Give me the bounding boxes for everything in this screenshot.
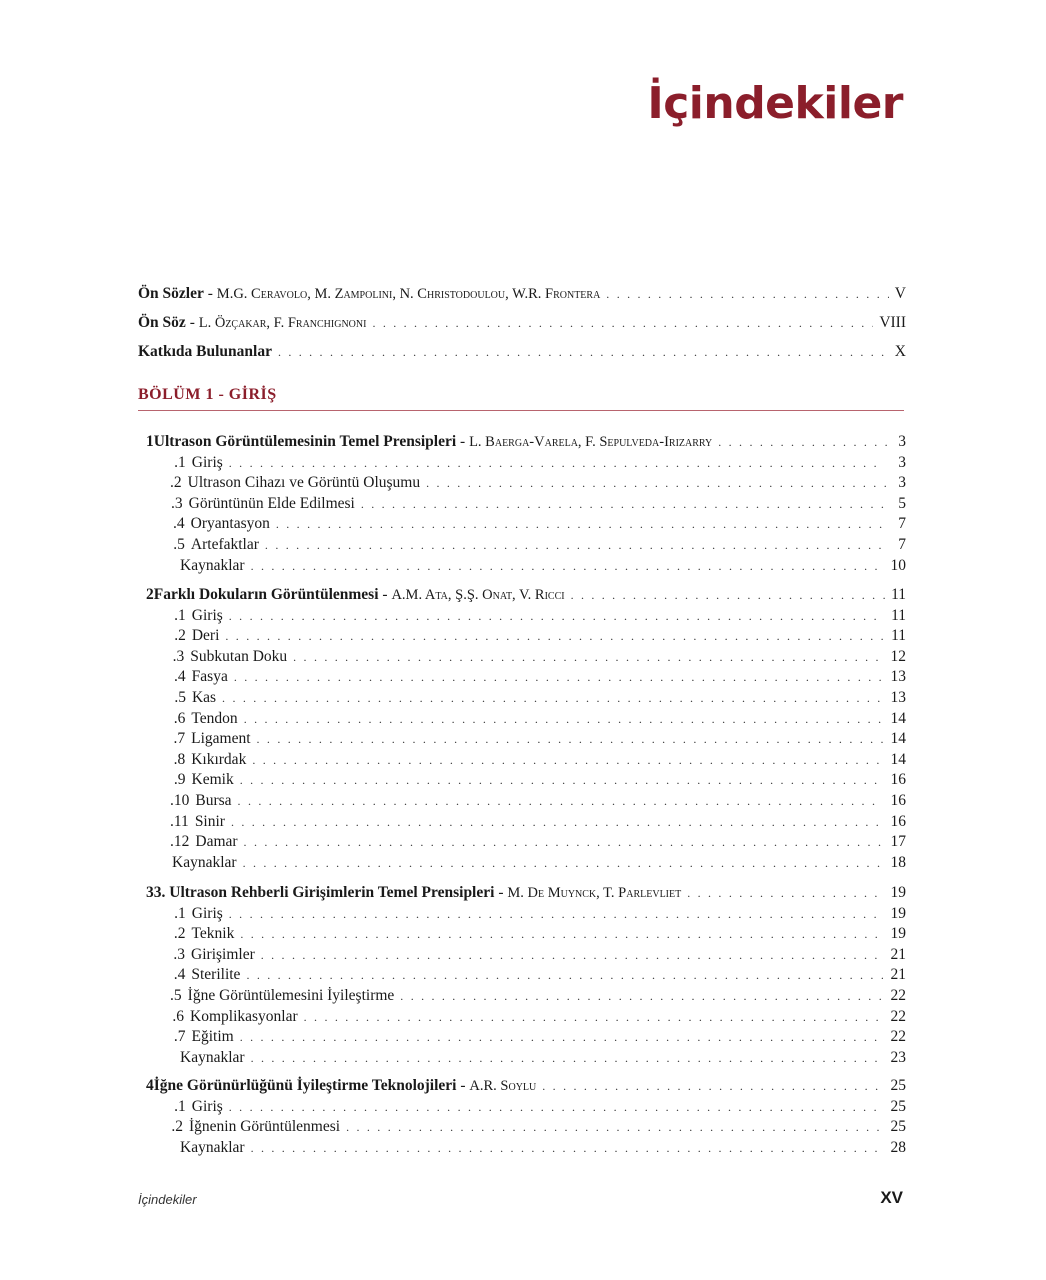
entry-page: 25	[890, 1118, 906, 1136]
toc-chapter-entry[interactable]	[146, 585, 906, 605]
subsection-number: .10	[170, 792, 190, 809]
dot-leader	[229, 606, 883, 626]
toc-subsection-entry[interactable]	[170, 667, 906, 687]
toc-front-entry[interactable]	[138, 313, 906, 333]
dot-leader	[229, 1097, 883, 1117]
subsection-label: Giriş	[191, 1097, 223, 1115]
section-divider	[138, 410, 904, 411]
entry-page: 25	[890, 1077, 906, 1094]
references-label: Kaynaklar	[172, 853, 237, 871]
chapter-number: 3	[146, 884, 154, 901]
subsection-number: .5	[170, 987, 182, 1004]
subsection-number: .1	[174, 904, 186, 922]
entry-label: Ön Sözler	[138, 285, 204, 302]
entry-page: 3	[898, 453, 906, 471]
entry-page: 5	[898, 494, 906, 512]
entry-page: 3	[898, 474, 906, 492]
subsection-label: Subkutan Doku	[190, 647, 288, 665]
toc-subsection-entry[interactable]	[170, 750, 906, 770]
subsection-number: .2	[170, 474, 182, 492]
subsection-number: .4	[173, 966, 186, 984]
toc-chapter-entry[interactable]	[146, 883, 906, 903]
entry-page: 13	[890, 668, 906, 686]
subsection-number: .6	[172, 1007, 185, 1025]
entry-page: 22	[890, 1007, 906, 1025]
dot-leader	[244, 709, 884, 729]
chapter-number: 2	[146, 586, 154, 603]
subsection-number: .3	[173, 945, 186, 963]
dot-leader	[426, 473, 888, 493]
dot-leader	[222, 688, 883, 708]
subsection-label: Oryantasyon	[190, 515, 270, 533]
entry-separator: -	[456, 1077, 470, 1094]
chapter-authors: A.R. Soylu	[469, 1078, 537, 1094]
toc-subsection-entry[interactable]	[170, 965, 906, 985]
subsection-label: Sinir	[194, 812, 225, 830]
subsection-number: .2	[171, 1118, 183, 1136]
entry-page: 3	[898, 433, 906, 450]
toc-subsection-entry[interactable]	[170, 709, 906, 729]
subsection-label: Sterilite	[191, 966, 241, 984]
subsection-label: Artefaktlar	[190, 536, 259, 553]
subsection-number: .9	[173, 771, 186, 789]
page-number: XV	[880, 1188, 903, 1207]
subsection-number: .12	[170, 833, 190, 851]
subsection-number: .3	[171, 494, 183, 512]
subsection-label: Deri	[191, 627, 220, 645]
entry-page: VIII	[879, 314, 906, 331]
dot-leader	[278, 342, 884, 362]
subsection-label: Ligament	[191, 730, 251, 748]
toc-subsection-entry[interactable]	[170, 626, 906, 646]
entry-page: 7	[898, 515, 906, 533]
entry-page: V	[894, 285, 906, 302]
chapter-authors: A.M. Ata, Ş.Ş. Onat, V. Ricci	[391, 587, 565, 603]
entry-page: 11	[891, 586, 906, 603]
subsection-number: .2	[173, 925, 186, 943]
subsection-label: Kıkırdak	[191, 750, 247, 768]
subsection-label: Girişimler	[191, 945, 255, 963]
entry-label: Katkıda Bulunanlar	[138, 343, 272, 360]
toc-references-entry[interactable]	[180, 556, 906, 576]
subsection-number: .7	[173, 1028, 186, 1046]
toc-subsection-entry[interactable]	[170, 924, 906, 944]
chapter-authors: L. Baerga-Varela, F. Sepulveda-Irizarry	[469, 434, 713, 450]
toc-subsection-entry[interactable]	[170, 812, 906, 832]
subsection-label: İğne Görüntülemesini İyileştirme	[187, 987, 395, 1004]
dot-leader	[252, 750, 883, 770]
subsection-label: Eğitim	[191, 1028, 234, 1046]
subsection-number: .6	[173, 709, 186, 727]
toc-subsection-entry[interactable]	[170, 688, 906, 708]
dot-leader	[276, 514, 884, 534]
chapter-authors: M. De Muynck, T. Parlevliet	[507, 885, 682, 901]
entry-page: 23	[890, 1048, 906, 1066]
subsection-label: İğnenin Görüntülenmesi	[188, 1118, 341, 1136]
dot-leader	[240, 1027, 884, 1047]
entry-page: 12	[890, 647, 906, 665]
entry-page: 11	[891, 606, 906, 624]
entry-page: 18	[890, 853, 906, 871]
entry-separator: -	[378, 586, 392, 603]
toc-references-entry[interactable]	[172, 853, 906, 873]
dot-leader	[246, 965, 883, 985]
subsection-label: Kemik	[191, 771, 234, 789]
toc-references-entry[interactable]	[180, 1138, 906, 1158]
dot-leader	[234, 667, 883, 687]
entry-page: 19	[890, 904, 906, 922]
toc-subsection-entry[interactable]	[170, 904, 906, 924]
dot-leader	[244, 832, 884, 852]
dot-leader	[251, 1048, 884, 1068]
toc-subsection-entry[interactable]	[170, 1007, 906, 1027]
dot-leader	[240, 924, 883, 944]
entry-separator: -	[456, 433, 470, 450]
entry-page: 7	[898, 536, 906, 553]
entry-authors: L. Özçakar, F. Franchignoni	[198, 315, 367, 331]
entry-page: 21	[890, 966, 906, 984]
subsection-label: Giriş	[191, 904, 223, 922]
subsection-number: .5	[173, 536, 185, 553]
dot-leader	[229, 904, 883, 924]
toc-references-entry[interactable]	[180, 1048, 906, 1068]
dot-leader	[687, 883, 884, 903]
entry-page: 10	[890, 556, 906, 574]
subsection-label: Komplikasyonlar	[190, 1007, 298, 1025]
toc-subsection-entry[interactable]	[170, 473, 906, 493]
toc-subsection-entry[interactable]	[170, 1117, 906, 1137]
subsection-number: .4	[174, 668, 186, 686]
subsection-label: Giriş	[191, 453, 223, 471]
entry-page: 25	[890, 1097, 906, 1115]
dot-leader	[571, 585, 885, 605]
entry-authors: M.G. Ceravolo, M. Zampolini, N. Christodoulou, W.R. Frontera	[216, 286, 601, 302]
toc-subsection-entry[interactable]	[170, 1097, 906, 1117]
subsection-label: Görüntünün Elde Edilmesi	[188, 494, 355, 512]
subsection-label: Teknik	[191, 925, 235, 943]
dot-leader	[225, 626, 882, 646]
subsection-number: .11	[170, 812, 189, 830]
subsection-number: .5	[174, 689, 186, 706]
entry-page: 28	[890, 1138, 906, 1156]
toc-subsection-entry[interactable]	[170, 791, 906, 811]
toc-chapter-entry[interactable]	[146, 432, 906, 452]
entry-page: 14	[890, 730, 906, 748]
chapter-title: 3. Ultrason Rehberli Girişimlerin Temel Prensipleri	[153, 884, 495, 901]
dot-leader	[293, 647, 884, 667]
toc-subsection-entry[interactable]	[170, 770, 906, 790]
page-title: İçindekiler	[647, 78, 903, 129]
subsection-number: .1	[174, 1097, 186, 1115]
dot-leader	[261, 945, 884, 965]
toc-subsection-entry[interactable]	[170, 606, 906, 626]
entry-page: 22	[890, 987, 906, 1004]
dot-leader	[372, 313, 873, 333]
toc-subsection-entry[interactable]	[170, 514, 906, 534]
references-label: Kaynaklar	[180, 1048, 245, 1066]
entry-separator: -	[185, 314, 199, 331]
dot-leader	[243, 853, 884, 873]
dot-leader	[361, 494, 886, 514]
dot-leader	[606, 284, 889, 304]
subsection-number: .7	[173, 730, 186, 748]
dot-leader	[229, 453, 883, 473]
section-heading: BÖLÜM 1 - GİRİŞ	[138, 386, 277, 403]
toc-front-entry[interactable]	[138, 284, 906, 304]
subsection-number: .8	[173, 750, 186, 768]
toc-subsection-entry[interactable]	[170, 945, 906, 965]
toc-subsection-entry[interactable]	[170, 832, 906, 852]
dot-leader	[240, 770, 884, 790]
chapter-title: İğne Görünürlüğünü İyileştirme Teknolojileri	[153, 1077, 457, 1094]
subsection-number: .4	[173, 515, 185, 533]
chapter-title: Ultrason Görüntülemesinin Temel Prensipleri	[153, 433, 457, 450]
entry-label: Ön Söz	[138, 314, 186, 331]
entry-page: 14	[890, 750, 906, 768]
dot-leader	[346, 1117, 884, 1137]
subsection-label: Giriş	[191, 606, 223, 624]
subsection-label: Fasya	[191, 668, 228, 686]
toc-subsection-entry[interactable]	[170, 453, 906, 473]
subsection-number: .3	[172, 647, 185, 665]
subsection-label: Bursa	[195, 792, 232, 809]
subsection-label: Kas	[191, 689, 217, 706]
dot-leader	[251, 556, 884, 576]
dot-leader	[251, 1138, 884, 1158]
entry-separator: -	[203, 285, 217, 302]
dot-leader	[718, 432, 892, 452]
entry-page: 16	[890, 812, 906, 830]
dot-leader	[238, 791, 884, 811]
toc-subsection-entry[interactable]	[170, 494, 906, 514]
subsection-number: .1	[174, 453, 186, 471]
subsection-label: Ultrason Cihazı ve Görüntü Oluşumu	[187, 474, 421, 492]
subsection-number: .2	[174, 627, 186, 645]
toc-subsection-entry[interactable]	[170, 986, 906, 1006]
dot-leader	[400, 986, 884, 1006]
chapter-title: Farklı Dokuların Görüntülenmesi	[153, 586, 379, 603]
entry-page: 19	[890, 884, 906, 901]
dot-leader	[542, 1076, 884, 1096]
dot-leader	[304, 1007, 885, 1027]
entry-page: 17	[890, 833, 906, 851]
dot-leader	[231, 812, 883, 832]
entry-separator: -	[494, 884, 508, 901]
entry-page: 21	[890, 945, 907, 963]
chapter-number: 1	[146, 433, 154, 450]
entry-page: X	[894, 343, 906, 360]
entry-page: 13	[890, 689, 906, 706]
dot-leader	[265, 535, 884, 555]
subsection-number: .1	[174, 606, 186, 624]
entry-page: 11	[891, 627, 906, 645]
references-label: Kaynaklar	[180, 1138, 245, 1156]
toc-subsection-entry[interactable]	[170, 535, 906, 555]
references-label: Kaynaklar	[180, 556, 245, 574]
toc-subsection-entry[interactable]	[170, 647, 906, 667]
chapter-number: 4	[146, 1077, 154, 1094]
toc-front-entry[interactable]	[138, 342, 906, 362]
entry-page: 16	[890, 792, 906, 809]
subsection-label: Damar	[195, 833, 238, 851]
running-footer: İçindekiler	[138, 1192, 197, 1207]
entry-page: 16	[890, 771, 906, 789]
toc-chapter-entry[interactable]	[146, 1076, 906, 1096]
entry-page: 19	[890, 925, 906, 943]
dot-leader	[257, 729, 884, 749]
toc-subsection-entry[interactable]	[170, 1027, 906, 1047]
entry-page: 22	[890, 1028, 906, 1046]
subsection-label: Tendon	[191, 709, 238, 727]
toc-subsection-entry[interactable]	[170, 729, 906, 749]
entry-page: 14	[890, 709, 906, 727]
